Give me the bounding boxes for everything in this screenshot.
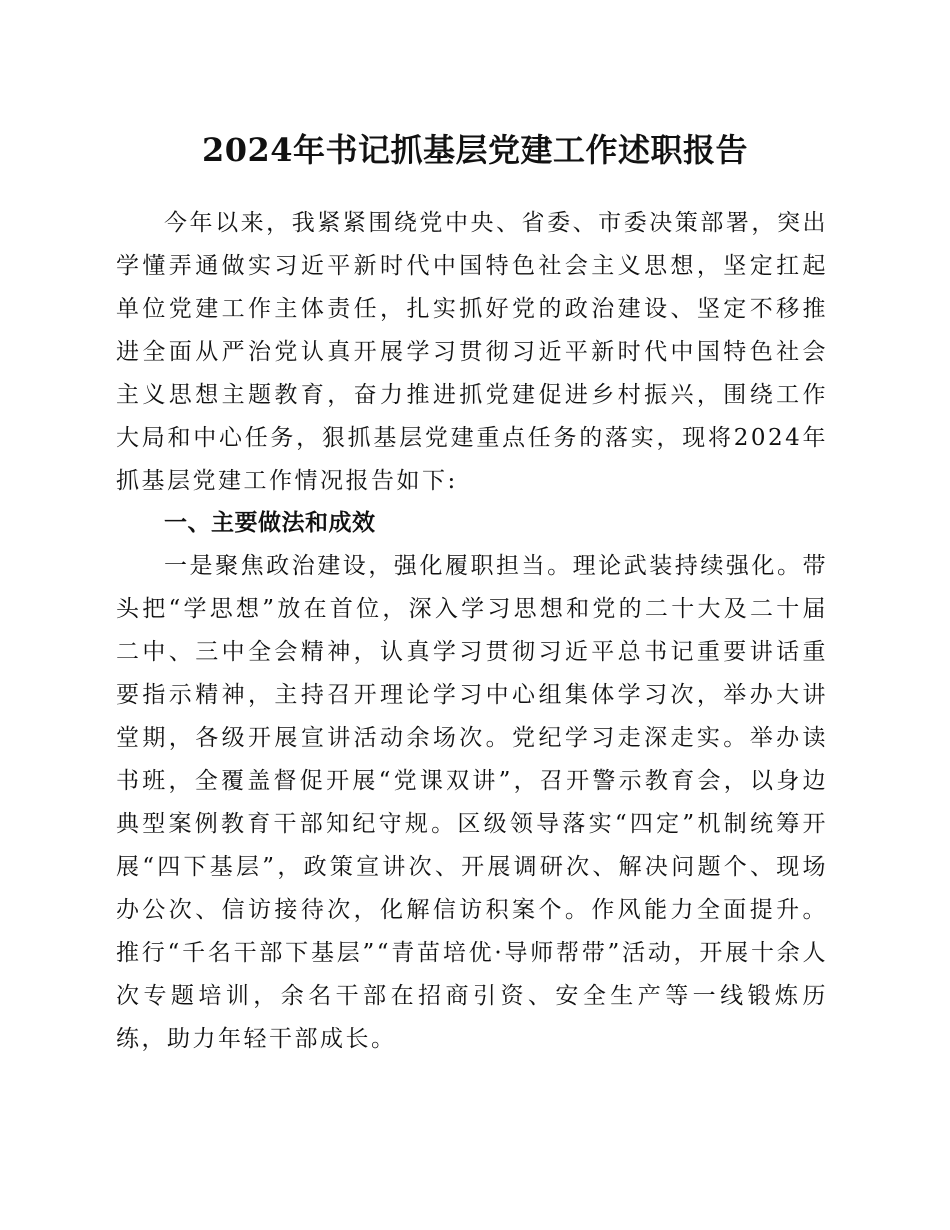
section-heading: 一、主要做法和成效 [164, 510, 376, 536]
document-title: 2024年书记抓基层党建工作述职报告 [201, 131, 749, 169]
intro-paragraph: 今年以来，我紧紧围绕党中央、省委、市委决策部署，突出学懂弄通做实习近平新时代中国特色社会主义思想，坚定扛起单位党建工作主体责任，扎实抓好党的政治建设、坚定不移推进全面从严治党认真开展学习贯彻习近平新时代中国特色社会主义思想主题教育，奋力推进抓党建促进乡村振兴，围绕工作大局和中心任务，狠抓基层党建重点任务的落实，现将2024年抓基层党建工作情况报告如下: [116, 210, 828, 494]
body-paragraph: 一是聚焦政治建设，强化履职担当。理论武装持续强化。带头把“学思想”放在首位，深入学习思想和党的二十大及二十届二中、三中全会精神，认真学习贯彻习近平总书记重要讲话重要指示精神，主持召开理论学习中心组集体学习次，举办大讲堂期，各级开展宣讲活动余场次。党纪学习走深走实。举办读书班，全覆盖督促开展“党课双讲”，召开警示教育会，以身边典型案例教育干部知纪守规。区级领导落实“四定”机制统筹开展“四下基层”，政策宣讲次、开展调研次、解决问题个、现场办公次、信访接待次，化解信访积案个。作风能力全面提升。推行“千名干部下基层”“青苗培优·导师帮带”活动，开展十余人次专题培训，余名干部在招商引资、安全生产等一线锻炼历练，助力年轻干部成长。 [116, 553, 828, 1052]
